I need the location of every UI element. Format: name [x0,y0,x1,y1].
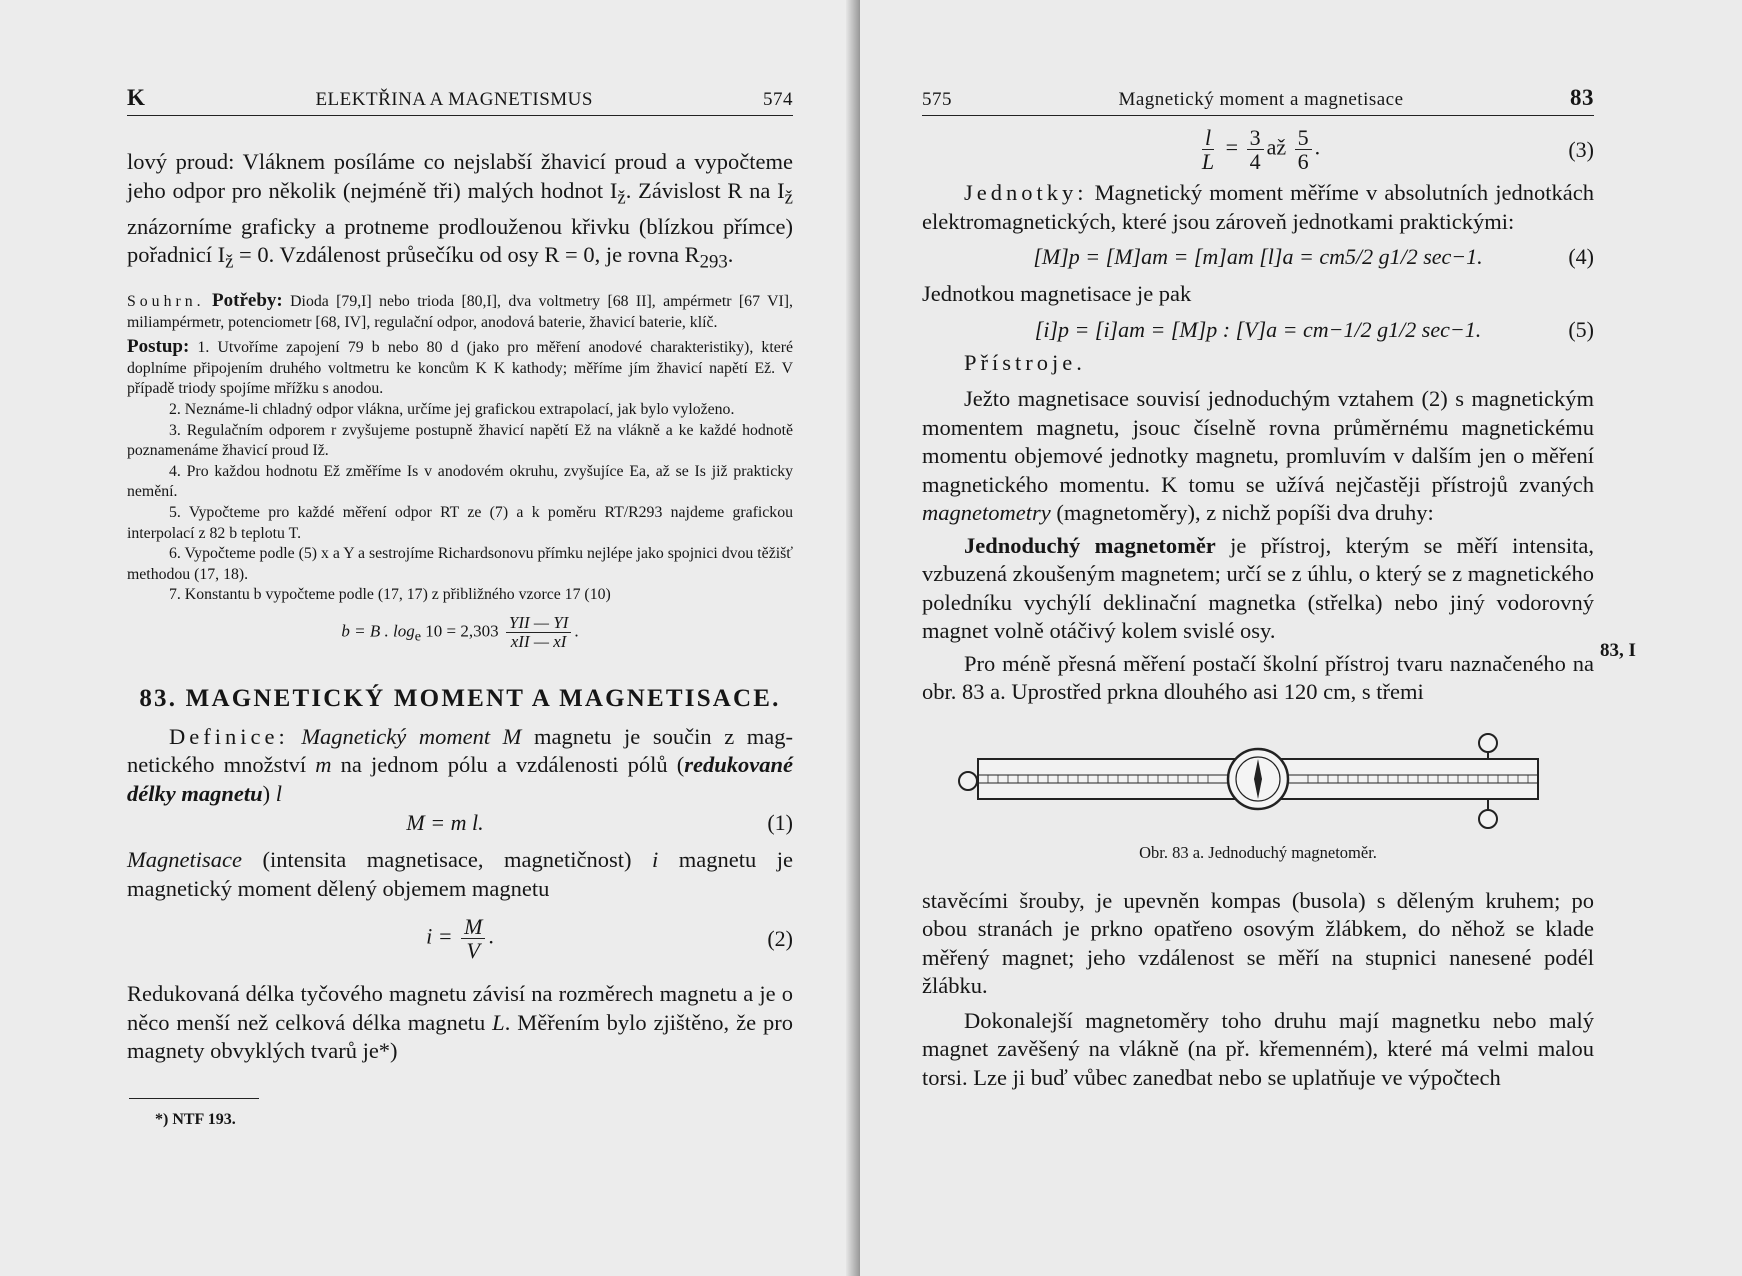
left-page [0,0,860,1276]
equation-b: b = B . $\log_e 10 = 2,303$ $\frac{\text{YII — YI}}{\text{xII — xI}}$ . [341,612,579,651]
magnetisation-paragraph: Magnetisace (intensita magnetisace, magnetičnost) i magnetu je magnetický moment dělený objemem magnetu [127,847,793,901]
section-title: 83. MAGNETICKÝ MOMENT A MAGNETISACE. [139,684,781,712]
units-paragraph: Jednotky: Magnetický moment měříme v absolutních jednotkách elektromagnetických, které jsou zároveň jednotkami praktickými: [922,180,1594,234]
magnetisation-unit-line: Jednotkou magnetisace je pak [922,281,1192,307]
equation-5: [i]p = [i]am = [M]p : [V]a = cm−1/2 g1/2 sec−1. (5) [1034,316,1594,342]
reduced-length-paragraph: Redukovaná délka tyčového magnetu závisí na rozměrech magnetu a je o něco menší než celková délka magnetu L. Měřením bylo zjištěno, že pro magnety obvyklých tvarů je*) [127,981,793,1064]
advanced-magnetometers-paragraph: Dokonalejší magnetoměry toho druhu mají magnetku nebo malý magnet zavěšený na vlákně (na př. křemenném), které má velmi malou torsi. Lze ji buď vůbec zanedbat nebo se uplatňuje ve výpočtech [922,1007,1594,1090]
simple-magnetometer-paragraph: Jednoduchý magnetoměr je přístroj, kterým se měří intensita, vzbuzená zkoušeným magnetem; určí se z úhlu, o který se z magnetického poledníku vychýlí deklinační magnetka (střelka) nebo jiný vodorovný magnet volně otáčivý kolem svislé osy. [922,532,1594,644]
magnetometers-paragraph: Ježto magnetisace souvisí jednoduchým vztahem (2) s magnetickým momentem magnetu, jsouc číselně rovna průměrnému magnetickému momentu objemové jednotky magnetu, promluvím v dalším jen o měření magnetického momentu. K tomu se užívá nejčastěji přístrojů zvaných magnetometry (magnetoměry), z nichž popíši dva druhy: [922,386,1594,526]
equation-2-fraction: $\frac{M}{V}$ [461,915,485,962]
right-header-section: 83 [1569,85,1594,110]
procedure-step-3: 3. Regulačním odporem r zvyšujeme postupně žhavicí napětí Ež na vlákně a ke každé hodnotě poznamenáme žhavicí proud Iž. [127,421,793,460]
procedure-step-6: 6. Vypočteme podle (5) x a Y a sestrojíme Richardsonovu přímku nejlépe jako spojnici dvou těžišť methodou (17, 18). [127,545,793,583]
procedure-step-5: 5. Vypočteme pro každé měření odpor RT ze (7) a k poměru RT/R293 najdeme grafickou interpolací z 82 b teplotu T. [127,503,793,542]
equation-4: [M]p = [M]am = [m]am [l]a = cm5/2 g1/2 sec−1. (4) [1033,244,1594,270]
footnote-rule [129,1098,259,1099]
margin-reference: 83, I [1600,640,1636,661]
right-page [860,0,1742,1276]
procedure-step-4: 4. Pro každou hodnotu Ež změříme Is v anodovém okruhu, zvyšujíce Ea, až se Is již prakticky nemění. [127,462,793,501]
left-page-content [127,85,793,1129]
left-header-page: 574 [763,89,793,110]
equation-1: M = m l. (1) [406,810,793,836]
procedure-step-7: 7. Konstantu b vypočteme podle (17, 17) z přibližného vzorce 17 (10) [169,586,611,604]
equation-b-fraction: $\frac{\text{YII — YI}}{\text{xII — xI}}$ [506,614,572,651]
instruments-heading: Přístroje. [964,349,1086,375]
left-header-letter: K [127,85,146,110]
equation-2: i = $\frac{M}{V}$ . (2) [426,914,793,964]
school-instrument-paragraph: Pro méně přesná měření postačí školní přístroj tvaru naznačeného na obr. 83 a. Uprostřed prkna dlouhého asi 120 cm, s třemi [922,650,1594,705]
right-running-header [922,85,1594,116]
definition-paragraph: Definice: Magnetický moment M magnetu je součin z magnetického množství m na jednom pólu a vzdálenosti pólů (redukované délky magnetu) l [127,723,794,806]
right-header-page-left: 575 [922,89,952,110]
procedure-step-2: 2. Neznáme-li chladný odpor vlákna, určíme jej grafickou extrapolací, jak bylo vyloženo. [169,400,735,418]
procedure-step-1: Postup: 1. Utvoříme zapojení 79 b nebo 80 d (jako pro měření anodové charakteristiky), které doplníme připojením druhého voltmetru ke koncům K K kathody; měříme jím žhavicí napětí Ež. V případě triody spojíme mřížku s anodou. [127,336,793,398]
figure-caption: Obr. 83 a. Jednoduchý magnetoměr. [1139,842,1377,862]
left-header-title: ELEKTŘINA A MAGNETISMUS [315,89,593,110]
magnetometer-drawing [958,725,1558,835]
equation-3: $\frac{l}{L}$ = $\frac{3}{4}$ až $\frac{5}{6}$ . (3) [1201,125,1594,175]
figure-83a [922,725,1594,863]
footnote: *) NTF 193. [155,1110,236,1128]
paragraph-filament-current: lový proud: Vláknem posíláme co nejslabší žhavicí proud a vypočteme jeho odpor pro několik (nejméně tři) malých hodnot $I_ž$. Závislost R na $I_ž$ znázorníme graficky a protneme prodlouženou křivku (blízkou přímce) pořadnicí $I_ž = 0$. Vzdálenost průsečíku od osy R = 0, je rovna $R_{293}$. [127,149,793,273]
summary-requirements: Souhrn. Potřeby: Dioda [79,I] nebo trioda [80,I], dva voltmetry [68 II], ampérmetr [67 VI], miliampérmetr, potenciometr [68, IV], regulační odpor, anodová baterie, žhavicí baterie, klíč. [127,290,793,331]
right-page-content [922,85,1594,1092]
right-header-title: Magnetický moment a magnetisace [1118,89,1404,110]
left-running-header [127,85,793,116]
adjusting-screws-paragraph: stavěcími šrouby, je upevněn kompas (busola) s děleným kruhem; po obou stranách je prkno opatřeno osovým žlábkem, do něhož se klade měřený magnet; jeho vzdálenost se měří na stupnici nanesené podél žlábku. [922,887,1594,999]
